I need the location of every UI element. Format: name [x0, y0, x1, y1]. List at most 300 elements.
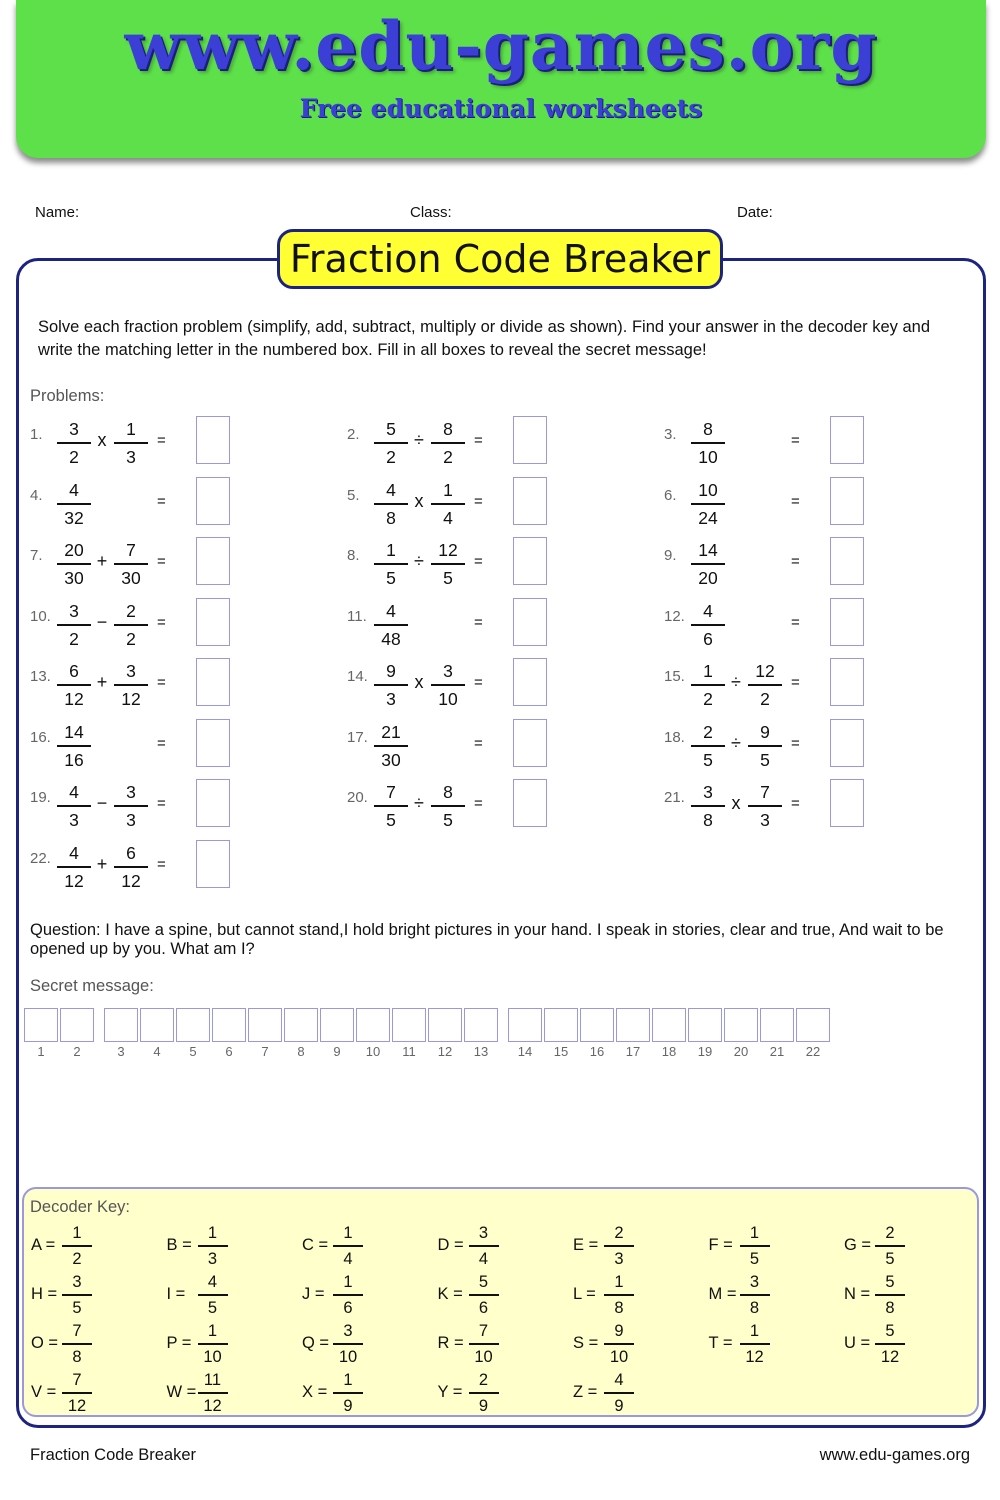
decoder-fraction	[198, 1321, 228, 1367]
numerator: 2	[691, 721, 725, 747]
numerator: 12	[431, 539, 465, 565]
denominator: 8	[749, 1299, 760, 1317]
operator: x	[414, 490, 424, 511]
problem-number: 15.	[664, 668, 685, 685]
secret-letter-box[interactable]	[212, 1008, 246, 1042]
numerator: 3	[333, 1321, 363, 1345]
denominator: 5	[386, 568, 396, 588]
equals-sign: =	[474, 734, 483, 752]
fraction-b	[431, 781, 465, 831]
decoder-letter: C =	[302, 1236, 329, 1254]
problem-item	[664, 539, 964, 595]
denominator: 6	[478, 1299, 489, 1317]
numerator: 7	[62, 1370, 92, 1394]
decoder-entry	[438, 1321, 568, 1367]
decoder-entry	[31, 1370, 161, 1416]
problem-number: 20.	[347, 789, 368, 806]
numerator: 4	[57, 479, 91, 505]
denominator: 6	[343, 1299, 353, 1317]
fraction-a	[374, 479, 408, 529]
decoder-fraction	[62, 1223, 92, 1269]
numerator: 1	[431, 479, 465, 505]
decoder-letter: Y =	[437, 1383, 463, 1401]
decoder-letter: L =	[573, 1285, 596, 1303]
denominator: 30	[121, 568, 141, 588]
fraction-a	[57, 539, 91, 589]
denominator: 5	[760, 749, 770, 770]
equals-sign: =	[791, 795, 800, 812]
decoder-key	[22, 1187, 979, 1417]
secret-letter-box[interactable]	[760, 1008, 794, 1042]
problem-number: 1.	[30, 426, 43, 443]
secret-letter-box[interactable]	[392, 1008, 426, 1042]
denominator: 5	[386, 810, 396, 830]
answer-box[interactable]	[196, 658, 230, 706]
numerator: 3	[691, 781, 725, 807]
secret-letter-box[interactable]	[652, 1008, 686, 1042]
problem-item	[30, 539, 330, 595]
answer-box[interactable]	[513, 537, 547, 585]
denominator: 3	[386, 689, 396, 709]
decoder-entry	[302, 1223, 432, 1269]
operator: +	[96, 551, 108, 571]
secret-letter-box[interactable]	[796, 1008, 830, 1042]
fraction-a	[691, 479, 725, 529]
numerator: 2	[469, 1370, 499, 1394]
answer-box[interactable]	[830, 658, 864, 706]
problem-item	[664, 479, 964, 535]
fraction-b	[431, 418, 465, 468]
denominator: 20	[698, 568, 718, 588]
fraction-a	[57, 479, 91, 529]
fraction-a	[691, 781, 725, 831]
denominator: 8	[386, 507, 396, 528]
name-label: Name:	[35, 204, 80, 221]
tagline: Free educational worksheets	[299, 94, 703, 123]
secret-letter-box[interactable]	[176, 1008, 210, 1042]
decoder-fraction	[62, 1370, 92, 1416]
decoder-fraction	[333, 1272, 363, 1318]
numerator: 2	[875, 1223, 905, 1247]
numerator: 3	[57, 418, 91, 444]
decoder-fraction	[62, 1321, 92, 1367]
problem-item	[347, 539, 647, 595]
problem-number: 22.	[30, 849, 51, 867]
problem-number: 16.	[30, 728, 51, 746]
decoder-letter: J =	[302, 1285, 325, 1303]
numerator: 7	[114, 539, 148, 565]
answer-box[interactable]	[513, 477, 547, 525]
fraction-b	[114, 842, 148, 892]
equals-sign: =	[791, 492, 800, 510]
decoder-entry	[167, 1223, 297, 1269]
fraction-a	[57, 600, 91, 650]
decoder-label: Decoder Key:	[30, 1198, 130, 1216]
problem-number: 19.	[30, 789, 51, 806]
numerator: 1	[198, 1321, 228, 1345]
decoder-entry	[709, 1223, 839, 1269]
problem-item	[30, 842, 330, 898]
decoder-fraction	[198, 1272, 228, 1318]
secret-box-number: 5	[189, 1044, 197, 1059]
answer-box[interactable]	[830, 779, 864, 827]
problem-number: 9.	[664, 547, 677, 564]
equals-sign: =	[474, 613, 483, 631]
decoder-letter: I =	[166, 1285, 186, 1303]
problems-label: Problems:	[30, 387, 105, 405]
decoder-fraction	[62, 1272, 92, 1318]
denominator: 12	[121, 870, 141, 891]
decoder-letter: D =	[437, 1236, 464, 1254]
decoder-fraction	[604, 1272, 634, 1318]
decoder-letter: T =	[708, 1334, 733, 1352]
class-label: Class:	[410, 204, 452, 221]
numerator: 5	[469, 1272, 499, 1296]
answer-box[interactable]	[513, 658, 547, 706]
equals-sign: =	[791, 674, 800, 691]
decoder-fraction	[333, 1370, 363, 1416]
fraction-b	[114, 781, 148, 831]
numerator: 3	[431, 660, 465, 686]
equals-sign: =	[791, 613, 800, 631]
decoder-letter: A =	[31, 1236, 56, 1254]
denominator: 16	[64, 749, 84, 770]
numerator: 1	[740, 1321, 770, 1345]
decoder-fraction	[604, 1370, 634, 1416]
secret-letter-box[interactable]	[356, 1008, 390, 1042]
secret-box-number: 21	[769, 1044, 785, 1059]
decoder-letter: B =	[166, 1236, 192, 1254]
numerator: 5	[875, 1272, 905, 1296]
denominator: 2	[443, 447, 453, 467]
numerator: 1	[333, 1223, 363, 1247]
decoder-fraction	[875, 1321, 905, 1367]
equals-sign: =	[157, 432, 166, 449]
fraction-a	[57, 418, 91, 468]
numerator: 21	[374, 721, 408, 747]
problem-number: 4.	[30, 486, 43, 504]
secret-letter-box[interactable]	[688, 1008, 722, 1042]
fraction-b	[114, 539, 148, 589]
fraction-a	[57, 781, 91, 831]
fraction-b	[114, 660, 148, 710]
equals-sign: =	[157, 855, 166, 873]
secret-letter-box[interactable]	[284, 1008, 318, 1042]
problem-item	[347, 660, 647, 716]
answer-box[interactable]	[830, 416, 864, 464]
numerator: 5	[875, 1321, 905, 1345]
denominator: 2	[760, 689, 770, 709]
decoder-letter: H =	[31, 1285, 58, 1303]
secret-box-number: 8	[297, 1044, 305, 1059]
answer-box[interactable]	[513, 598, 547, 646]
secret-box-number: 1	[37, 1044, 45, 1059]
secret-box-number: 13	[473, 1044, 489, 1059]
decoder-letter: G =	[844, 1236, 872, 1254]
denominator: 12	[64, 689, 84, 709]
equals-sign: =	[474, 492, 483, 510]
denominator: 48	[381, 628, 401, 649]
secret-box-number: 9	[333, 1044, 341, 1059]
numerator: 2	[604, 1223, 634, 1247]
secret-letter-box[interactable]	[60, 1008, 94, 1042]
problem-item	[664, 721, 964, 777]
decoder-fraction	[333, 1321, 363, 1367]
fraction-a	[691, 600, 725, 650]
numerator: 14	[57, 721, 91, 747]
numerator: 2	[114, 600, 148, 626]
numerator: 1	[374, 539, 408, 565]
decoder-entry	[709, 1272, 839, 1318]
numerator: 4	[374, 479, 408, 505]
secret-box-number: 7	[261, 1044, 269, 1059]
decoder-entry	[844, 1272, 974, 1318]
decoder-fraction	[740, 1272, 770, 1318]
decoder-fraction	[469, 1272, 499, 1318]
numerator: 1	[333, 1272, 363, 1296]
secret-box-number: 17	[625, 1044, 641, 1059]
denominator: 30	[381, 749, 401, 770]
decoder-letter: Q =	[302, 1334, 330, 1352]
denominator: 6	[703, 628, 713, 649]
secret-box-number: 14	[517, 1044, 533, 1059]
denominator: 12	[121, 689, 141, 709]
equals-sign: =	[474, 432, 483, 449]
numerator: 6	[114, 842, 148, 868]
fraction-b	[431, 660, 465, 710]
numerator: 10	[691, 479, 725, 505]
numerator: 1	[333, 1370, 363, 1394]
numerator: 3	[62, 1272, 92, 1296]
secret-letter-box[interactable]	[248, 1008, 282, 1042]
denominator: 4	[343, 1250, 353, 1268]
secret-letter-box[interactable]	[140, 1008, 174, 1042]
secret-letter-box[interactable]	[616, 1008, 650, 1042]
fraction-b	[431, 479, 465, 529]
numerator: 7	[748, 781, 782, 807]
secret-box-number: 18	[661, 1044, 677, 1059]
decoder-entry	[438, 1223, 568, 1269]
denominator: 24	[698, 507, 718, 528]
answer-box[interactable]	[513, 719, 547, 767]
equals-sign: =	[157, 492, 166, 510]
secret-message-label: Secret message:	[30, 977, 154, 995]
numerator: 3	[114, 781, 148, 807]
secret-letter-box[interactable]	[544, 1008, 578, 1042]
problem-item	[30, 600, 330, 656]
problem-item	[347, 418, 647, 474]
fraction-a	[57, 842, 91, 892]
numerator: 8	[431, 418, 465, 444]
decoder-entry	[167, 1321, 297, 1367]
denominator: 3	[614, 1250, 624, 1268]
equals-sign: =	[791, 734, 800, 752]
problem-item	[30, 418, 330, 474]
operator: +	[96, 672, 108, 692]
decoder-fraction	[604, 1223, 634, 1269]
decoder-entry	[573, 1223, 703, 1269]
problem-number: 14.	[347, 668, 368, 685]
decoder-letter: R =	[437, 1334, 464, 1352]
secret-letter-box[interactable]	[464, 1008, 498, 1042]
decoder-entry	[709, 1321, 839, 1367]
decoder-fraction	[740, 1223, 770, 1269]
denominator: 3	[126, 810, 136, 830]
denominator: 5	[207, 1299, 218, 1317]
secret-box-number: 19	[697, 1044, 713, 1059]
denominator: 4	[478, 1250, 489, 1268]
operator: x	[731, 793, 741, 813]
answer-box[interactable]	[830, 537, 864, 585]
answer-box[interactable]	[513, 779, 547, 827]
denominator: 5	[703, 749, 713, 770]
fraction-b	[114, 418, 148, 468]
answer-box[interactable]	[196, 537, 230, 585]
operator: x	[97, 430, 107, 450]
answer-box[interactable]	[196, 598, 230, 646]
decoder-fraction	[198, 1370, 228, 1416]
problem-item	[347, 479, 647, 535]
decoder-entry	[573, 1272, 703, 1318]
secret-letter-box[interactable]	[580, 1008, 614, 1042]
decoder-letter: U =	[844, 1334, 871, 1352]
denominator: 2	[69, 447, 79, 467]
denominator: 9	[614, 1397, 624, 1415]
denominator: 2	[72, 1250, 82, 1268]
secret-letter-box[interactable]	[428, 1008, 462, 1042]
denominator: 10	[474, 1348, 493, 1366]
denominator: 5	[885, 1250, 895, 1268]
numerator: 7	[374, 781, 408, 807]
decoder-fraction	[875, 1272, 905, 1318]
equals-sign: =	[157, 734, 166, 752]
fraction-a	[57, 660, 91, 710]
numerator: 6	[57, 660, 91, 686]
problem-number: 5.	[347, 486, 360, 504]
secret-letter-box[interactable]	[724, 1008, 758, 1042]
operator: −	[96, 611, 108, 632]
date-label: Date:	[737, 204, 773, 221]
fraction-a	[374, 781, 408, 831]
numerator: 1	[62, 1223, 92, 1247]
problem-number: 7.	[30, 547, 43, 564]
answer-box[interactable]	[196, 416, 230, 464]
decoder-letter: N =	[844, 1285, 871, 1303]
answer-box[interactable]	[830, 598, 864, 646]
decoder-entry	[31, 1321, 161, 1367]
denominator: 10	[338, 1348, 358, 1366]
denominator: 2	[386, 447, 396, 467]
denominator: 2	[69, 628, 79, 649]
decoder-letter: X =	[302, 1383, 328, 1401]
operator: x	[414, 672, 424, 692]
decoder-entry	[302, 1321, 432, 1367]
decoder-entry	[573, 1321, 703, 1367]
fraction-a	[374, 721, 408, 771]
numerator: 11	[198, 1370, 228, 1394]
problem-number: 8.	[347, 547, 360, 564]
numerator: 14	[691, 539, 725, 565]
answer-box[interactable]	[513, 416, 547, 464]
answer-box[interactable]	[196, 840, 230, 888]
denominator: 9	[478, 1397, 489, 1415]
denominator: 8	[72, 1348, 82, 1366]
secret-box-number: 3	[117, 1044, 125, 1059]
fraction-b	[748, 781, 782, 831]
secret-box-number: 2	[73, 1044, 81, 1059]
answer-box[interactable]	[196, 779, 230, 827]
numerator: 9	[604, 1321, 634, 1345]
footer-title: Fraction Code Breaker	[30, 1446, 196, 1464]
numerator: 1	[691, 660, 725, 686]
denominator: 8	[703, 810, 713, 830]
denominator: 2	[126, 628, 136, 649]
problem-item	[347, 600, 647, 656]
secret-letter-box[interactable]	[320, 1008, 354, 1042]
fraction-a	[691, 660, 725, 710]
numerator: 4	[691, 600, 725, 626]
denominator: 12	[64, 870, 84, 891]
decoder-letter: E =	[573, 1236, 599, 1254]
decoder-fraction	[333, 1223, 363, 1269]
secret-letter-box[interactable]	[104, 1008, 138, 1042]
fraction-b	[748, 660, 782, 710]
decoder-letter: P =	[166, 1334, 192, 1352]
decoder-letter: M =	[708, 1285, 737, 1303]
fraction-b	[431, 539, 465, 589]
denominator: 5	[443, 810, 453, 830]
decoder-letter: O =	[31, 1334, 59, 1352]
numerator: 4	[374, 600, 408, 626]
decoder-fraction	[740, 1321, 770, 1367]
decoder-fraction	[604, 1321, 634, 1367]
answer-box[interactable]	[196, 477, 230, 525]
answer-box[interactable]	[830, 477, 864, 525]
equals-sign: =	[474, 553, 483, 570]
problem-item	[664, 418, 964, 474]
numerator: 1	[198, 1223, 228, 1247]
fraction-a	[374, 539, 408, 589]
decoder-letter: F =	[708, 1236, 733, 1254]
answer-box[interactable]	[196, 719, 230, 767]
fraction-a	[691, 721, 725, 771]
denominator: 10	[698, 447, 718, 467]
fraction-a	[374, 660, 408, 710]
numerator: 5	[374, 418, 408, 444]
problem-item	[664, 781, 964, 837]
secret-letter-box[interactable]	[24, 1008, 58, 1042]
operator: ÷	[414, 793, 424, 813]
problem-number: 17.	[347, 728, 368, 746]
secret-letter-box[interactable]	[508, 1008, 542, 1042]
problem-number: 21.	[664, 789, 685, 806]
equals-sign: =	[791, 553, 800, 570]
decoder-entry	[302, 1272, 432, 1318]
denominator: 10	[203, 1348, 222, 1366]
decoder-entry	[438, 1370, 568, 1416]
operator: ÷	[731, 672, 741, 692]
decoder-letter: W =	[166, 1383, 197, 1401]
numerator: 1	[740, 1223, 770, 1247]
denominator: 3	[126, 447, 136, 467]
answer-box[interactable]	[830, 719, 864, 767]
numerator: 4	[604, 1370, 634, 1394]
fraction-a	[374, 418, 408, 468]
secret-box-number: 10	[365, 1044, 381, 1059]
secret-box-number: 4	[153, 1044, 161, 1059]
denominator: 5	[443, 568, 453, 588]
problem-number: 6.	[664, 486, 677, 504]
